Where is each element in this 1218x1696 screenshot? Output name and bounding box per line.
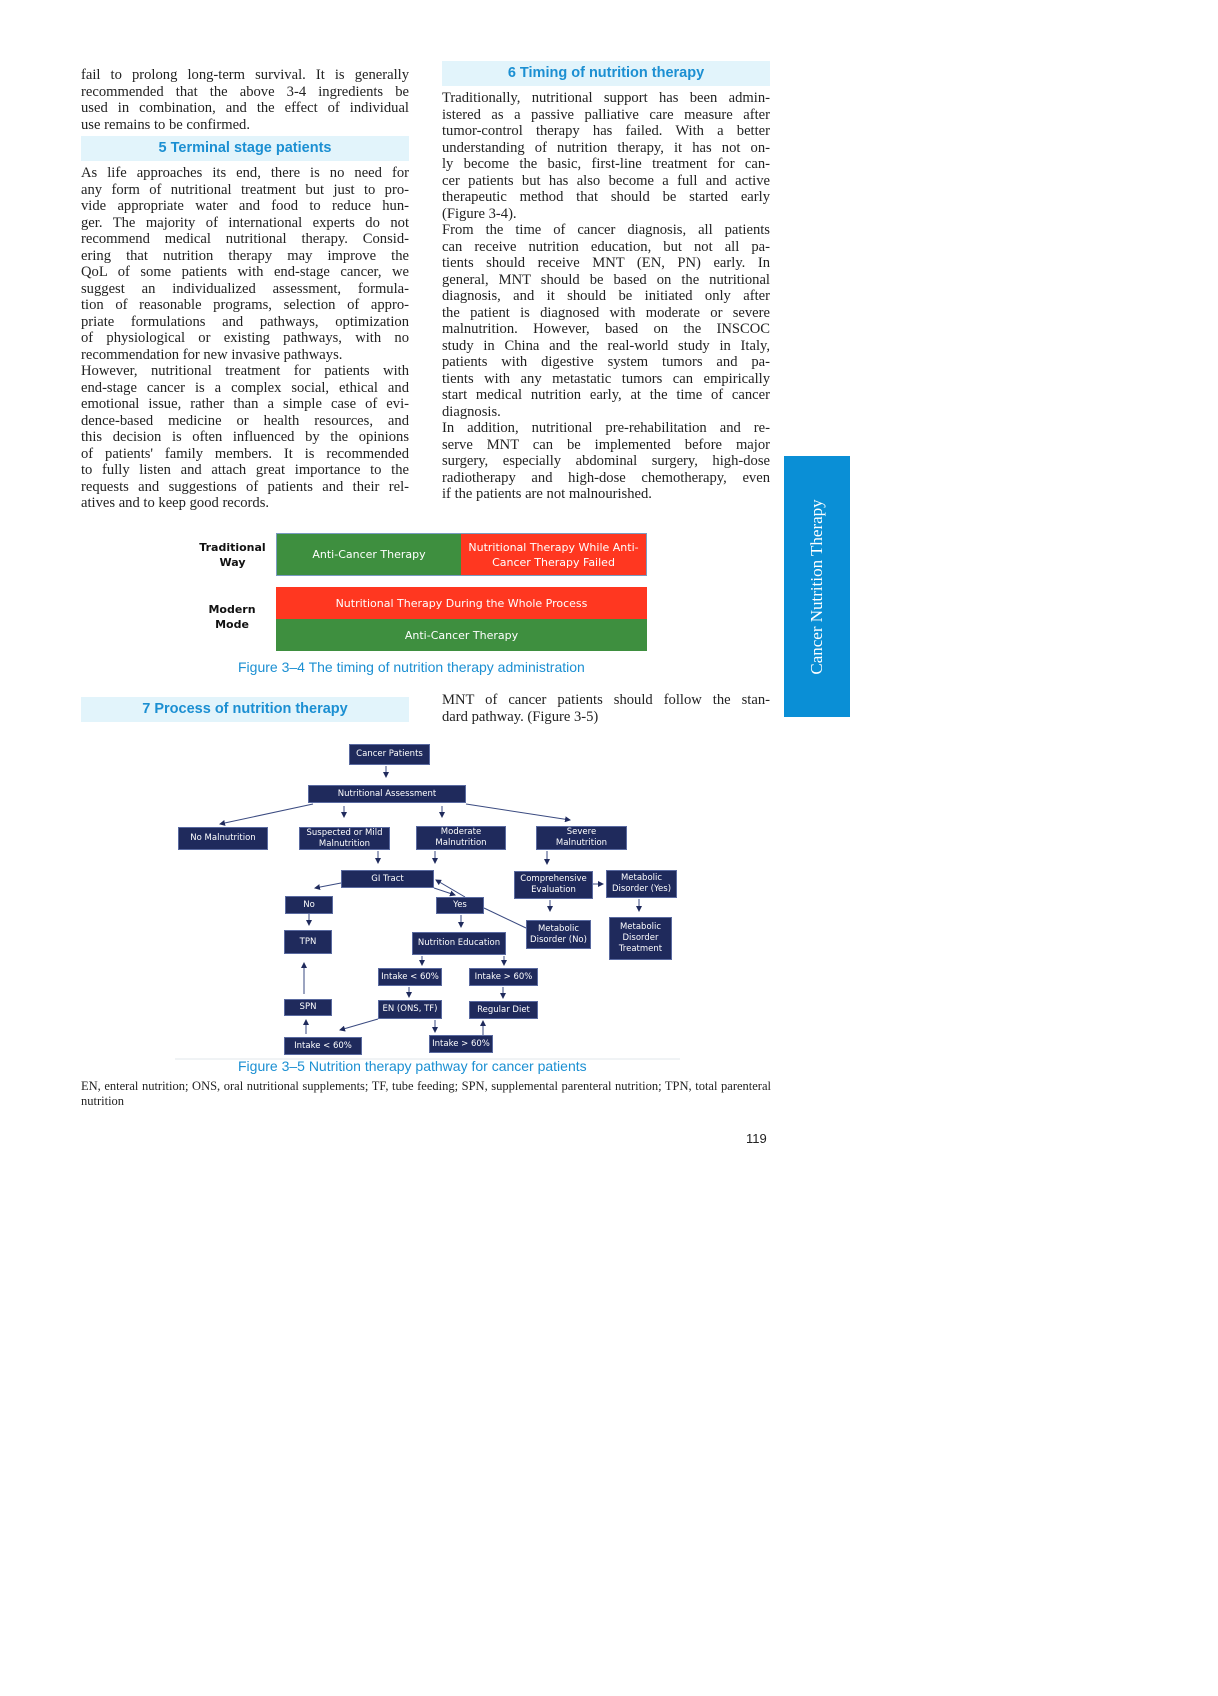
connector-line bbox=[484, 908, 526, 928]
text-line: ly become the basic, first-line treatment for can- bbox=[442, 156, 770, 172]
node-intake-above-60-b: Intake > 60% bbox=[429, 1035, 493, 1053]
text-line: As life approaches its end, there is no need for bbox=[81, 165, 409, 181]
text-line: dence-based medicine or health resources, and bbox=[81, 412, 409, 429]
arrow bbox=[436, 880, 465, 897]
modern-nutrition-bar: Nutritional Therapy During the Whole Process bbox=[276, 587, 647, 619]
node-no: No bbox=[285, 896, 333, 914]
text-line: of physiological or existing pathways, with no bbox=[81, 330, 409, 346]
text-line: surgery, especially abdominal surgery, high-dose bbox=[442, 453, 770, 469]
text-line: patients with digestive system tumors and pa- bbox=[442, 354, 770, 370]
text-line: recommendation for new invasive pathways. bbox=[81, 346, 343, 363]
text-line: ger. The majority of international experts do not bbox=[81, 214, 409, 231]
text-line: From the time of cancer diagnosis, all patients bbox=[442, 222, 770, 238]
text-line: this decision is often influenced by the opinions bbox=[81, 429, 409, 445]
text-line: start medical nutrition early, at the time of cancer bbox=[442, 387, 770, 403]
text-line: understanding of nutrition therapy, it has not on- bbox=[442, 139, 770, 156]
text-line: cer patients but has also become a full and active bbox=[442, 172, 770, 189]
text-line: ering that nutrition therapy may improve the bbox=[81, 247, 409, 264]
node-moderate-malnutrition: Moderate Malnutrition bbox=[416, 826, 506, 850]
node-spn: SPN bbox=[284, 999, 332, 1016]
text-line: general, MNT should be based on the nutritional bbox=[442, 271, 770, 288]
node-en: EN (ONS, TF) bbox=[378, 1000, 442, 1019]
section-heading-timing: 6 Timing of nutrition therapy bbox=[442, 61, 770, 86]
text-line: serve MNT can be implemented before major bbox=[442, 436, 770, 453]
node-yes: Yes bbox=[436, 897, 484, 914]
figure-footnote: EN, enteral nutrition; ONS, oral nutritional supplements; TF, tube feeding; SPN, supplemental parenteral nutrition; TPN, total parenteral nutrition bbox=[81, 1079, 771, 1108]
node-severe-malnutrition: Severe Malnutrition bbox=[536, 826, 627, 850]
node-metabolic-disorder-yes: Metabolic Disorder (Yes) bbox=[606, 870, 677, 898]
node-intake-above-60-a: Intake > 60% bbox=[469, 968, 538, 986]
text-line: diagnosis, and it should be initiated only after bbox=[442, 288, 770, 304]
text-line: emotional issue, rather than a simple case of evi- bbox=[81, 396, 409, 412]
text-line: of patients' family members. It is recommended bbox=[81, 445, 409, 462]
node-no-malnutrition: No Malnutrition bbox=[178, 827, 268, 850]
text-line: In addition, nutritional pre-rehabilitation and re- bbox=[442, 420, 770, 436]
text-line: therapeutic method that should be started early bbox=[442, 189, 770, 205]
modern-mode-label: Modern Mode bbox=[208, 603, 256, 631]
text-line: tients should receive MNT (EN, PN) early. In bbox=[442, 255, 770, 271]
node-metabolic-disorder-no: Metabolic Disorder (No) bbox=[526, 920, 591, 949]
node-intake-below-60-a: Intake < 60% bbox=[378, 968, 442, 986]
arrow bbox=[340, 1019, 378, 1030]
text-line: end-stage cancer is a complex social, ethical and bbox=[81, 379, 409, 396]
text-line: MNT of cancer patients should follow the stan- bbox=[442, 692, 770, 708]
text-line: radiotherapy and high-dose chemotherapy, even bbox=[442, 469, 770, 486]
node-tpn: TPN bbox=[284, 930, 332, 954]
text-line: priate formulations and pathways, optimization bbox=[81, 313, 409, 330]
node-regular-diet: Regular Diet bbox=[469, 1001, 538, 1019]
text-line: However, nutritional treatment for patients with bbox=[81, 363, 409, 379]
figure-3-5-caption: Figure 3–5 Nutrition therapy pathway for cancer patients bbox=[238, 1058, 587, 1074]
text-line: the patient is diagnosed with moderate or severe bbox=[442, 304, 770, 321]
text-line: use remains to be confirmed. bbox=[81, 116, 250, 133]
chapter-side-tab-label: Cancer Nutrition Therapy bbox=[807, 498, 826, 675]
arrow bbox=[315, 883, 341, 888]
node-mild-malnutrition: Suspected or Mild Malnutrition bbox=[299, 827, 390, 850]
traditional-way-label: Traditional Way bbox=[199, 541, 266, 569]
text-line: used in combination, and the effect of individual bbox=[81, 100, 409, 116]
text-line: QoL of some patients with end-stage cancer, we bbox=[81, 264, 409, 280]
section-heading-terminal-stage: 5 Terminal stage patients bbox=[81, 136, 409, 161]
text-line: recommended that the above 3-4 ingredients be bbox=[81, 83, 409, 100]
text-line: recommend medical nutritional therapy. Consid- bbox=[81, 231, 409, 247]
traditional-nutrition-bar: Nutritional Therapy While Anti-Cancer Therapy Failed bbox=[461, 533, 647, 576]
text-line: any form of nutritional treatment but just to pro- bbox=[81, 181, 409, 198]
node-metabolic-disorder-treatment: Metabolic Disorder Treatment bbox=[609, 917, 672, 960]
text-line: (Figure 3-4). bbox=[442, 205, 517, 222]
node-cancer-patients: Cancer Patients bbox=[349, 744, 430, 765]
modern-anticancer-bar: Anti-Cancer Therapy bbox=[276, 619, 647, 651]
node-gi-tract: GI Tract bbox=[341, 870, 434, 888]
text-line: Traditionally, nutritional support has been admin- bbox=[442, 90, 770, 106]
text-line: requests and suggestions of patients and their rel- bbox=[81, 478, 409, 495]
text-line: if the patients are not malnourished. bbox=[442, 486, 652, 502]
figure-3-4-caption: Figure 3–4 The timing of nutrition therapy administration bbox=[238, 659, 585, 675]
arrow bbox=[466, 804, 570, 820]
page-number: 119 bbox=[746, 1131, 767, 1146]
text-line: study in China and the real-world study in Italy, bbox=[442, 337, 770, 354]
node-nutrition-education: Nutrition Education bbox=[412, 932, 506, 955]
node-nutritional-assessment: Nutritional Assessment bbox=[308, 785, 466, 803]
section-heading-process: 7 Process of nutrition therapy bbox=[81, 697, 409, 722]
node-intake-below-60-b: Intake < 60% bbox=[284, 1037, 362, 1055]
text-line: tients with any metastatic tumors can empirically bbox=[442, 370, 770, 387]
arrow bbox=[220, 804, 313, 824]
text-line: istered as a passive palliative care measure after bbox=[442, 106, 770, 123]
text-line: fail to prolong long-term survival. It is generally bbox=[81, 67, 409, 83]
text-line: suggest an individualized assessment, formula- bbox=[81, 280, 409, 297]
text-line: can receive nutrition education, but not all pa- bbox=[442, 238, 770, 255]
text-line: vide appropriate water and food to reduce hun- bbox=[81, 198, 409, 214]
text-line: malnutrition. However, based on the INSCOC bbox=[442, 321, 770, 337]
text-line: diagnosis. bbox=[442, 403, 501, 420]
node-comprehensive-evaluation: Comprehensive Evaluation bbox=[514, 871, 593, 899]
traditional-anticancer-bar: Anti-Cancer Therapy bbox=[276, 533, 461, 576]
text-line: atives and to keep good records. bbox=[81, 495, 270, 511]
text-line: to fully listen and attach great importance to the bbox=[81, 462, 409, 478]
text-line: tumor-control therapy has failed. With a better bbox=[442, 123, 770, 139]
text-line: tion of reasonable programs, selection of appro- bbox=[81, 297, 409, 313]
text-line: dard pathway. (Figure 3-5) bbox=[442, 708, 599, 725]
